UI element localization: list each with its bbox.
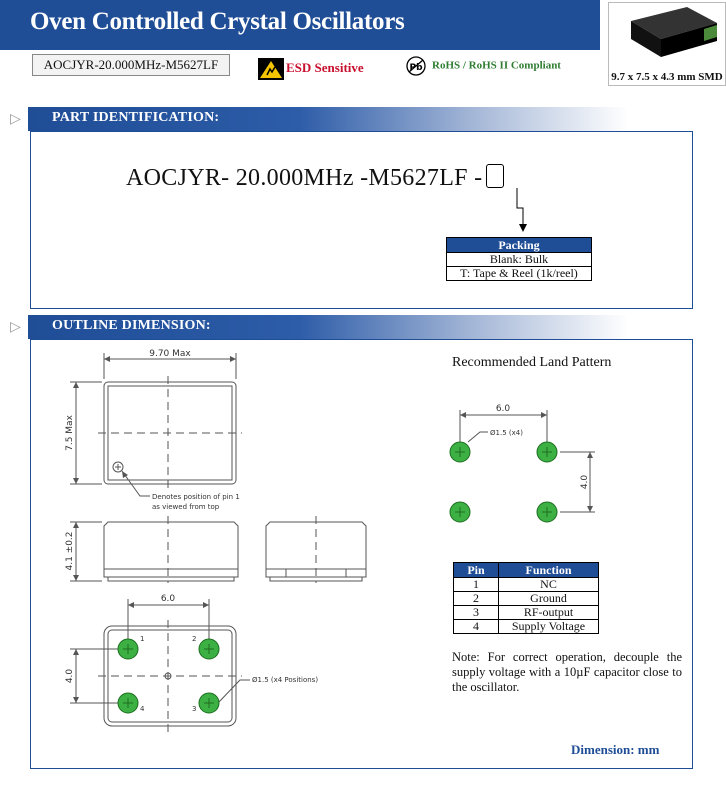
land-pads xyxy=(450,442,557,522)
packing-option-slot xyxy=(486,164,504,188)
pin-label: 4 xyxy=(140,705,145,713)
function-cell: Supply Voltage xyxy=(499,620,599,634)
land-pattern-title: Recommended Land Pattern xyxy=(452,355,612,370)
esd-badge xyxy=(258,58,364,80)
pin-cell: 1 xyxy=(454,578,499,592)
function-cell: NC xyxy=(499,578,599,592)
pin-label: 2 xyxy=(192,635,197,643)
pn-base-text: AOCJYR- 20.000MHz -M5627LF - xyxy=(126,165,483,191)
table-row xyxy=(454,620,599,634)
pin1-note: as viewed from top xyxy=(152,503,220,511)
function-cell: RF-output xyxy=(499,606,599,620)
pin-cell: 3 xyxy=(454,606,499,620)
lp-pad-note: Ø1.5 (x4) xyxy=(490,429,523,437)
dim-thickness: 4.1 ±0.2 xyxy=(65,531,75,571)
product-photo xyxy=(608,2,726,86)
esd-label: ESD Sensitive xyxy=(286,59,364,75)
outline-dimension-heading xyxy=(10,315,710,339)
oscillator-package-image xyxy=(609,3,725,67)
decoupling-note: Note: For correct operation, decouple the supply voltage with a 10µF capacitor close to the oscillator. xyxy=(452,650,682,694)
function-col-header: Function xyxy=(499,563,599,578)
size-caption: 9.7 x 7.5 x 4.3 mm SMD xyxy=(611,71,723,83)
lp-pitch-x: 6.0 xyxy=(495,404,511,414)
dimension-unit: Dimension: mm xyxy=(571,742,660,757)
table-row xyxy=(454,592,599,606)
table-row xyxy=(454,606,599,620)
section-title: PART IDENTIFICATION: xyxy=(52,110,220,125)
pin-col-header: Pin xyxy=(454,563,499,578)
pb-symbol: Pb xyxy=(409,63,423,73)
section-arrow-icon: ▷ xyxy=(10,320,21,335)
pin-label: 3 xyxy=(192,705,197,713)
lp-pitch-y: 4.0 xyxy=(580,474,590,490)
pad-pitch-x: 6.0 xyxy=(160,594,176,604)
pad-note: Ø1.5 (x4 Positions) xyxy=(252,676,319,684)
lead-free-icon xyxy=(406,56,426,76)
part-number-formula xyxy=(126,164,504,192)
page-title: Oven Controlled Crystal Oscillators xyxy=(30,8,405,35)
part-identification-panel xyxy=(30,131,693,309)
pad-pitch-y: 4.0 xyxy=(65,668,75,684)
part-number-box: AOCJYR-20.000MHz-M5627LF xyxy=(32,54,230,76)
rohs-label: RoHS / RoHS II Compliant xyxy=(432,59,561,72)
packing-table xyxy=(446,237,592,281)
esd-warning-icon xyxy=(258,58,284,80)
part-identification-heading xyxy=(10,107,710,131)
rohs-badge xyxy=(406,56,561,76)
outline-drawing xyxy=(30,339,430,767)
header-bar xyxy=(0,0,600,50)
dim-width: 9.70 Max xyxy=(149,349,191,359)
packing-header: Packing xyxy=(447,238,592,253)
pin-cell: 4 xyxy=(454,620,499,634)
pin-label: 1 xyxy=(140,635,145,643)
land-pattern-drawing xyxy=(430,390,610,540)
packing-row: Blank: Bulk xyxy=(447,253,592,267)
function-cell: Ground xyxy=(499,592,599,606)
packing-row: T: Tape & Reel (1k/reel) xyxy=(447,267,592,281)
table-row xyxy=(454,578,599,592)
pin-function-table xyxy=(453,562,599,634)
section-title: OUTLINE DIMENSION: xyxy=(52,318,211,333)
dim-height: 7.5 Max xyxy=(65,415,75,451)
pin1-note: Denotes position of pin 1 xyxy=(152,493,240,501)
packing-leader xyxy=(505,186,545,234)
pin-cell: 2 xyxy=(454,592,499,606)
section-arrow-icon: ▷ xyxy=(10,112,21,127)
